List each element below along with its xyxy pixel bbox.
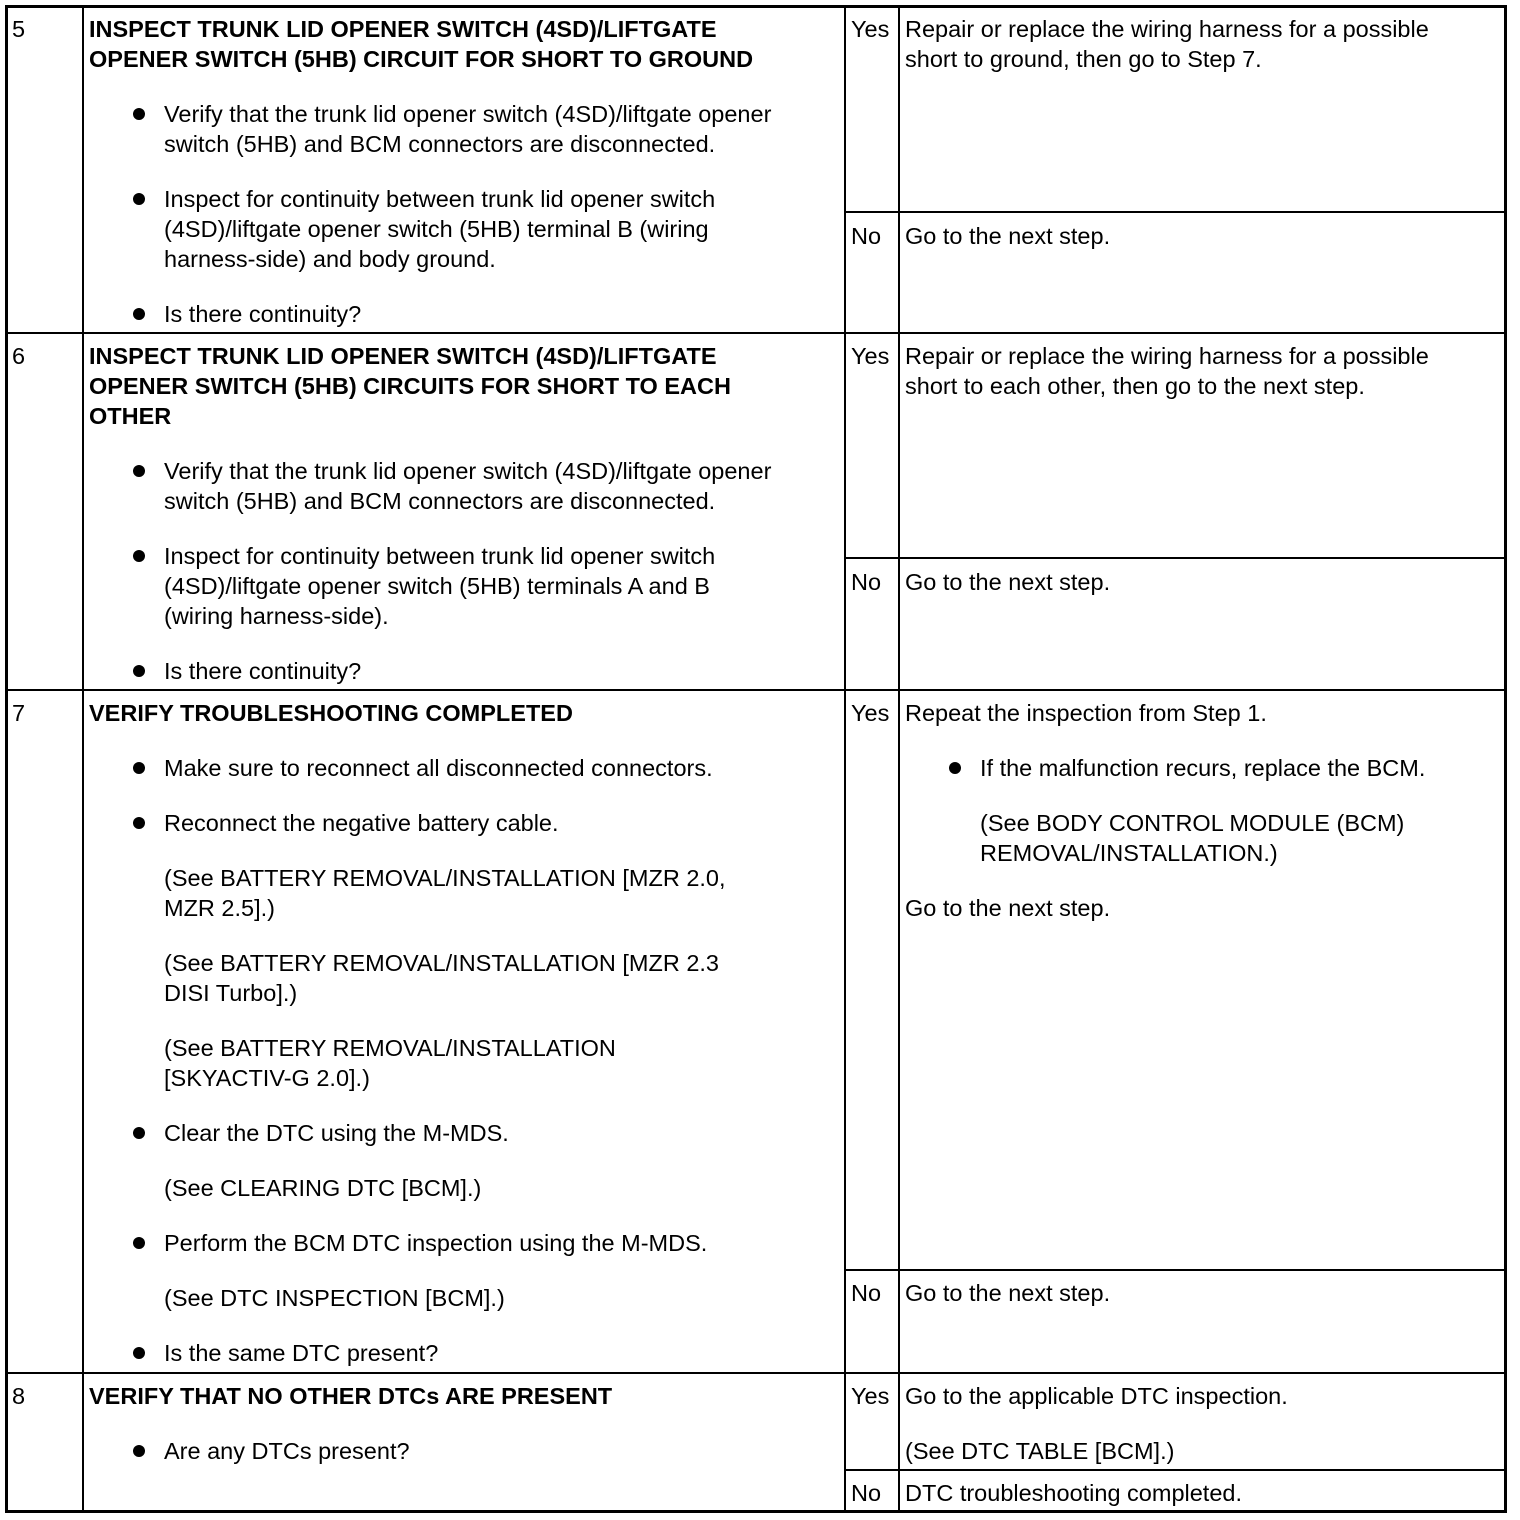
reference: (See BATTERY REMOVAL/INSTALLATION	[164, 1035, 616, 1061]
no-action: Go to the next step.	[905, 1280, 1111, 1306]
step-title: OPENER SWITCH (5HB) CIRCUITS FOR SHORT TO EACH	[89, 373, 731, 399]
col-divider-action	[844, 5, 846, 1513]
yes-label: Yes	[851, 700, 890, 726]
yes-action: Repair or replace the wiring harness for a possible	[905, 343, 1429, 369]
step-item: switch (5HB) and BCM connectors are disconnected.	[164, 131, 716, 157]
bullet-icon	[133, 762, 145, 774]
step-number: 8	[12, 1383, 26, 1409]
col-divider-result	[898, 5, 900, 1513]
step-item: Is there continuity?	[164, 658, 362, 684]
step-item: Is there continuity?	[164, 301, 362, 327]
yes-label: Yes	[851, 1383, 890, 1409]
step-title: INSPECT TRUNK LID OPENER SWITCH (4SD)/LIFTGATE	[89, 16, 717, 42]
reference: MZR 2.5].)	[164, 895, 275, 921]
reference: (See BATTERY REMOVAL/INSTALLATION [MZR 2.3	[164, 950, 720, 976]
yes-action: short to ground, then go to Step 7.	[905, 46, 1262, 72]
step-item: harness-side) and body ground.	[164, 246, 496, 272]
step-item: Verify that the trunk lid opener switch (4SD)/liftgate opener	[164, 458, 772, 484]
yes-no-divider	[844, 1469, 1507, 1471]
yes-label: Yes	[851, 16, 890, 42]
no-label: No	[851, 569, 882, 595]
yes-label: Yes	[851, 343, 890, 369]
bullet-icon	[133, 1127, 145, 1139]
yes-action: Go to the next step.	[905, 895, 1111, 921]
step-item: Reconnect the negative battery cable.	[164, 810, 559, 836]
no-label: No	[851, 223, 882, 249]
bullet-icon	[133, 550, 145, 562]
step-item: Verify that the trunk lid opener switch (4SD)/liftgate opener	[164, 101, 772, 127]
bullet-icon	[133, 665, 145, 677]
yes-action: Repeat the inspection from Step 1.	[905, 700, 1267, 726]
step-item: Inspect for continuity between trunk lid opener switch	[164, 186, 716, 212]
reference: [SKYACTIV-G 2.0].)	[164, 1065, 370, 1091]
bullet-icon	[133, 108, 145, 120]
step-number: 5	[12, 16, 26, 42]
reference: DISI Turbo].)	[164, 980, 298, 1006]
step-number: 6	[12, 343, 26, 369]
step-title: OTHER	[89, 403, 172, 429]
step-item: Perform the BCM DTC inspection using the M-MDS.	[164, 1230, 708, 1256]
bullet-icon	[133, 308, 145, 320]
step-number: 7	[12, 700, 26, 726]
step-item: switch (5HB) and BCM connectors are disconnected.	[164, 488, 716, 514]
yes-action: short to each other, then go to the next step.	[905, 373, 1365, 399]
bullet-icon	[133, 817, 145, 829]
step-item: (4SD)/liftgate opener switch (5HB) terminal B (wiring	[164, 216, 709, 242]
step-title: VERIFY TROUBLESHOOTING COMPLETED	[89, 700, 573, 726]
reference: (See CLEARING DTC [BCM].)	[164, 1175, 482, 1201]
step-item: (4SD)/liftgate opener switch (5HB) terminals A and B	[164, 573, 710, 599]
yes-bullet: If the malfunction recurs, replace the BCM.	[980, 755, 1426, 781]
step-item: Are any DTCs present?	[164, 1438, 410, 1464]
bullet-icon	[133, 465, 145, 477]
yes-reference: REMOVAL/INSTALLATION.)	[980, 840, 1278, 866]
bullet-icon	[133, 193, 145, 205]
step-title: VERIFY THAT NO OTHER DTCs ARE PRESENT	[89, 1383, 613, 1409]
reference: (See DTC INSPECTION [BCM].)	[164, 1285, 505, 1311]
yes-no-divider	[844, 1269, 1507, 1271]
step-item: Inspect for continuity between trunk lid opener switch	[164, 543, 716, 569]
yes-reference: (See DTC TABLE [BCM].)	[905, 1438, 1175, 1464]
step-item: (wiring harness-side).	[164, 603, 389, 629]
reference: (See BATTERY REMOVAL/INSTALLATION [MZR 2.0,	[164, 865, 726, 891]
row-divider	[5, 689, 1507, 691]
bullet-icon	[133, 1237, 145, 1249]
step-item: Clear the DTC using the M-MDS.	[164, 1120, 509, 1146]
no-action: Go to the next step.	[905, 569, 1111, 595]
yes-no-divider	[844, 211, 1507, 213]
yes-no-divider	[844, 557, 1507, 559]
no-label: No	[851, 1480, 882, 1506]
yes-reference: (See BODY CONTROL MODULE (BCM)	[980, 810, 1405, 836]
bullet-icon	[133, 1347, 145, 1359]
yes-action: Repair or replace the wiring harness for a possible	[905, 16, 1429, 42]
yes-action: Go to the applicable DTC inspection.	[905, 1383, 1288, 1409]
step-title: INSPECT TRUNK LID OPENER SWITCH (4SD)/LIFTGATE	[89, 343, 717, 369]
row-divider	[5, 332, 1507, 334]
no-label: No	[851, 1280, 882, 1306]
no-action: Go to the next step.	[905, 223, 1111, 249]
row-divider	[5, 1372, 1507, 1374]
no-action: DTC troubleshooting completed.	[905, 1480, 1243, 1506]
col-divider-step	[82, 5, 84, 1513]
step-item: Is the same DTC present?	[164, 1340, 439, 1366]
bullet-icon	[133, 1445, 145, 1457]
step-title: OPENER SWITCH (5HB) CIRCUIT FOR SHORT TO GROUND	[89, 46, 754, 72]
bullet-icon	[949, 762, 961, 774]
step-item: Make sure to reconnect all disconnected connectors.	[164, 755, 713, 781]
